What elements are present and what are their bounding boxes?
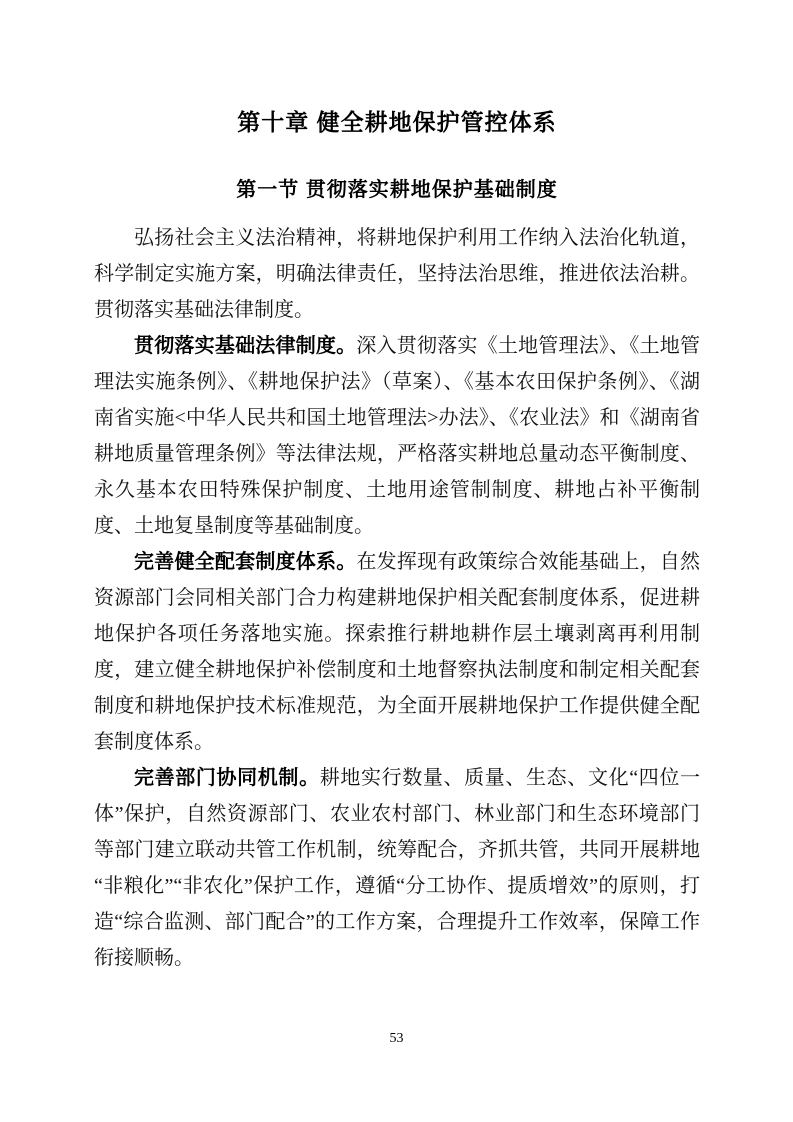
paragraph-lead: 完善部门协同机制。 xyxy=(134,767,320,789)
body-text xyxy=(94,220,700,976)
paragraph-text: 耕地实行数量、质量、生态、文化“四位一体”保护，自然资源部门、农业农村部门、林业部门和生态环境部门等部门建立联动共管工作机制，统筹配合，齐抓共管，共同开展耕地“非粮化”“非农化”保护工作，遵循“分工协作、提质增效”的原则，打造“综合监测、部门配合”的工作方案，合理提升工作效率，保障工作衔接顺畅。 xyxy=(94,767,700,969)
paragraph xyxy=(94,544,700,760)
paragraph-text: 在发挥现有政策综合效能基础上，自然资源部门会同相关部门合力构建耕地保护相关配套制度体系，促进耕地保护各项任务落地实施。探索推行耕地耕作层土壤剥离再利用制度，建立健全耕地保护补偿制度和土地督察执法制度和制定相关配套制度和耕地保护技术标准规范，为全面开展耕地保护工作提供健全配套制度体系。 xyxy=(94,551,701,753)
page-content xyxy=(94,0,700,976)
section-title: 第一节 贯彻落实耕地保护基础制度 xyxy=(236,179,558,201)
paragraph xyxy=(94,760,700,976)
page-number: 53 xyxy=(389,1031,404,1046)
paragraph-text: 弘扬社会主义法治精神，将耕地保护利用工作纳入法治化轨道，科学制定实施方案，明确法律责任，坚持法治思维，推进依法治耕。贯彻落实基础法律制度。 xyxy=(94,227,700,321)
chapter-title: 第十章 健全耕地保护管控体系 xyxy=(237,109,557,135)
paragraph-lead: 完善健全配套制度体系。 xyxy=(134,551,357,573)
paragraph-text: 深入贯彻落实《土地管理法》、《土地管理法实施条例》、《耕地保护法》（草案）、《基本农田保护条例》、《湖南省实施<中华人民共和国土地管理法>办法》、《农业法》和《湖南省耕地质量管理条例》等法律法规，严格落实耕地总量动态平衡制度、永久基本农田特殊保护制度、土地用途管制制度、耕地占补平衡制度、土地复垦制度等基础制度。 xyxy=(94,335,701,537)
paragraph xyxy=(94,220,700,328)
paragraph xyxy=(94,328,700,544)
paragraph-lead: 贯彻落实基础法律制度。 xyxy=(134,335,357,357)
